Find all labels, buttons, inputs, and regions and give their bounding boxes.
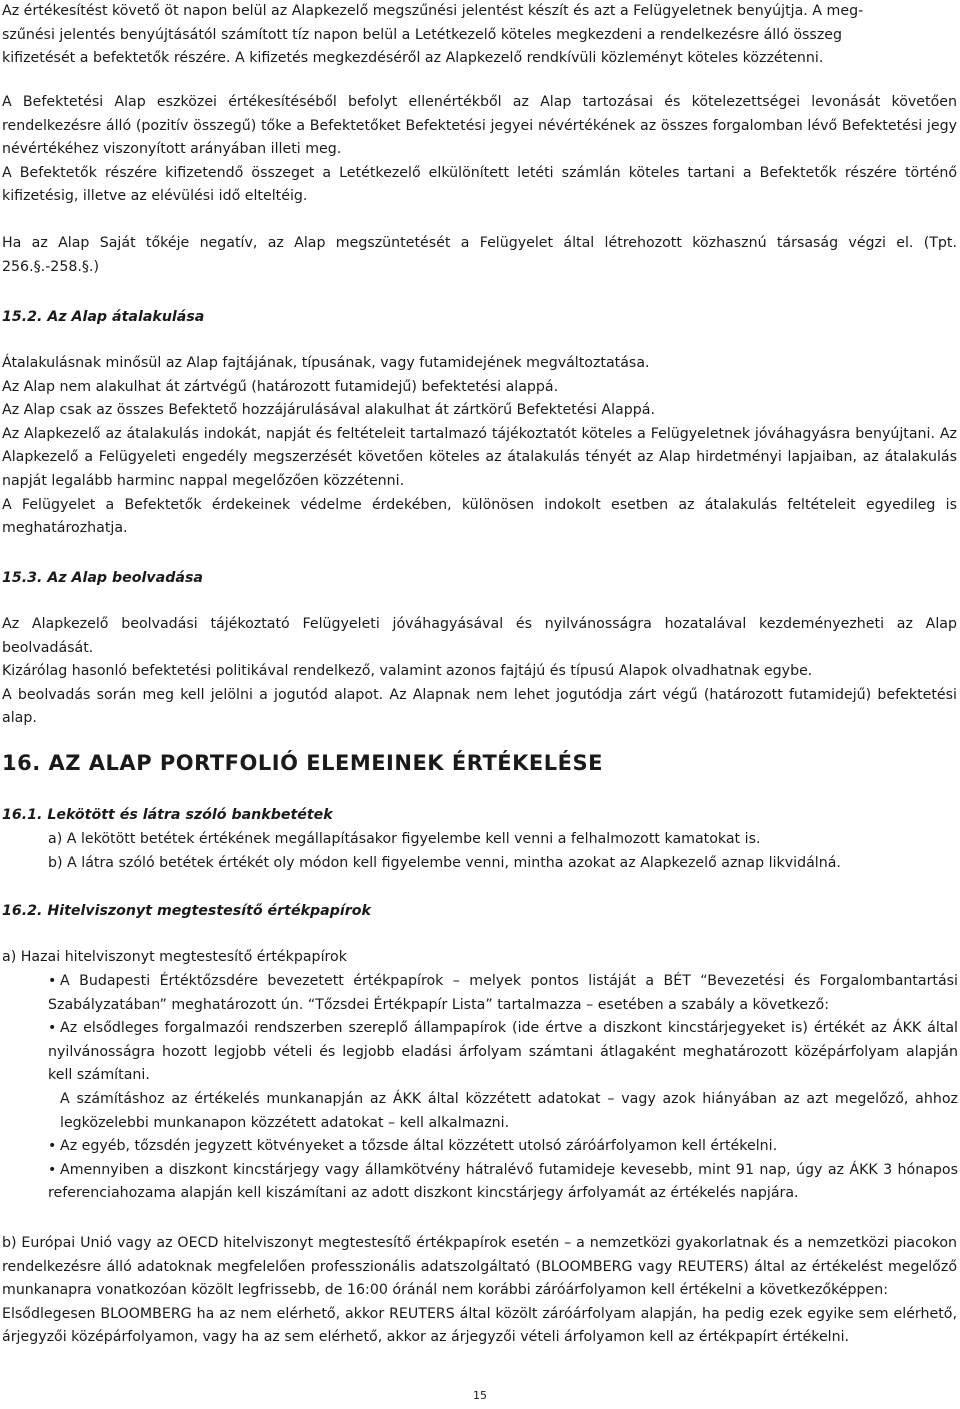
paragraph: Az Alapkezelő az átalakulás indokát, napját és feltételeit tartalmazó tájékoztatót köteles a Felügyeletnek jóváhagyásra benyújtani. Az Alapkezelő a Felügyeleti engedély megszerzését követően köteles az átalakulás tényét az Alap hirdetményi lapjaiban, az átalakulás napját legalább harminc nappal megelőzően közzétenni.: [2, 425, 957, 489]
paragraph: Kizárólag hasonló befektetési politikával rendelkező, valamint azonos fajtájú és típusú Alapok olvadhatnak egybe.: [2, 663, 813, 680]
subsection-title: a) Hazai hitelviszonyt megtestesítő értékpapírok: [2, 949, 347, 965]
section-16-1-items: [48, 828, 841, 875]
section-15-2-body: [2, 352, 957, 541]
list-item: a) A lekötött betétek értékének megállapításakor figyelembe kell venni a felhalmozott kamatokat is.: [48, 831, 761, 847]
intro-line: Az értékesítést követő öt napon belül az Alapkezelő megszűnési jelentést készít és azt a Felügyeletnek benyújtja. A meg-: [2, 3, 864, 19]
intro-line: kifizetését a befektetők részére. A kifizetés megkezdéséről az Alapkezelő rendkívüli közleményt köteles közzétenni.: [2, 50, 824, 67]
bullet-list: [48, 970, 958, 1206]
liquidation-section: [2, 91, 957, 279]
list-item: b) A látra szóló betétek értékét oly módon kell figyelembe venni, mintha azokat az Alapkezelő aznap likvidálná.: [48, 854, 841, 871]
section-heading-16: 16. AZ ALAP PORTFOLIÓ ELEMEINEK ÉRTÉKELÉSE: [2, 751, 603, 775]
section-heading-16-2: 16.2. Hitelviszonyt megtestesítő értékpapírok: [2, 903, 371, 919]
intro-paragraph: [2, 0, 958, 71]
list-item-text: Az egyéb, tőzsdén jegyzett kötvényeket a tőzsde által közzétett utolsó záróárfolyamon kell értékelni.: [60, 1138, 778, 1155]
section-heading-15-3: 15.3. Az Alap beolvadása: [2, 570, 203, 586]
paragraph: A Felügyelet a Befektetők érdekeinek védelme érdekében, különösen indokolt esetben az átalakulás feltételeit egyedileg is meghatározhatja.: [2, 496, 957, 537]
paragraph: Az Alapkezelő beolvadási tájékoztató Felügyeleti jóváhagyásával és nyilvánosságra hozatalával kezdeményezheti az Alap beolvadását.: [2, 616, 957, 656]
subsection-b: [2, 1232, 957, 1350]
paragraph: Átalakulásnak minősül az Alap fajtájának, típusának, vagy futamidejének megváltoztatása.: [2, 355, 650, 371]
section-heading-15-2: 15.2. Az Alap átalakulása: [2, 309, 205, 325]
section-heading-16-1: 16.1. Lekötött és látra szóló bankbetétek: [2, 807, 333, 823]
list-item: [48, 970, 958, 1017]
paragraph: b) Európai Unió vagy az OECD hitelviszonyt megtestesítő értékpapírok esetén – a nemzetközi gyakorlatnak és a nemzetközi piacokon rendelkezésre álló adatoknak megfelelően professzionális adatszolgáltató (BLOOMBERG vagy REUTERS) által az értékelést megelőző munkanapra vonatkozóan közölt legfrissebb, de 16:00 óránál nem korábbi záróárfolyamon kell értékelni a következőképpen:: [2, 1235, 957, 1299]
list-item: [48, 1017, 958, 1088]
bullet-icon: •: [48, 1138, 57, 1155]
list-item: [48, 1159, 958, 1206]
list-item-text: A Budapesti Értéktőzsdére bevezetett értékpapírok – melyek pontos listáját a BÉT “Bevezetési és Forgalombantartási Szabályzatában” meghatározott ún. “Tőzsdei Értékpapír Lista” tartalmazza – esetében a szabály a következő:: [48, 973, 958, 1013]
list-item-text: Az elsődleges forgalmazói rendszerben szereplő állampapírok (ide értve a diszkont kincstárjegyeket is) értékét az ÁKK által nyilvánosságra hozott legjobb vételi és legjobb eladási árfolyam számtani átlagaként meghatározott középárfolyam alapján kell számítani.: [48, 1020, 958, 1084]
bullet-icon: •: [48, 1161, 57, 1178]
bullet-icon: •: [48, 973, 57, 989]
list-item: [48, 1135, 958, 1159]
bullet-icon: •: [48, 1020, 57, 1037]
paragraph: Az Alap csak az összes Befektető hozzájárulásával alakulhat át zártkörű Befektetési Alappá.: [2, 402, 655, 419]
page-number: 15: [473, 1389, 487, 1402]
paragraph: Elsődlegesen BLOOMBERG ha az nem elérhető, akkor REUTERS által közölt záróárfolyam alapján, ha pedig ezek egyike sem elérhető, árjegyzői középárfolyamon, vagy ha az sem elérhető, akkor az árjegyzői vételi árfolyamon kell az értékpapírt értékelni.: [2, 1305, 957, 1346]
paragraph: Az Alap nem alakulhat át zártvégű (határozott futamidejű) befektetési alappá.: [2, 378, 559, 395]
paragraph: A Befektetők részére kifizetendő összeget a Letétkezelő elkülönített letéti számlán köteles tartani a Befektetők részére történő kifizetésig, illetve az elévülési idő elteltéig.: [2, 164, 957, 205]
paragraph: Ha az Alap Saját tőkéje negatív, az Alap megszüntetését a Felügyelet által létrehozott közhasznú társaság végzi el. (Tpt. 256.§.-258.§.): [2, 234, 957, 275]
list-item-text: Amennyiben a diszkont kincstárjegy vagy államkötvény hátralévő futamideje kevesebb, mint 91 nap, úgy az ÁKK 3 hónapos referenciahozama alapján kell kiszámítani az adott diszkont kincstárjegy árfolyamát az értékelés napjára.: [48, 1161, 958, 1202]
subsection-a-title: [2, 946, 957, 970]
list-item-note: A számításhoz az értékelés munkanapján az ÁKK által közzétett adatokat – vagy azok hiányában az azt megelőző, ahhoz legközelebbi munkanapon közzétett adatokat – kell alkalmazni.: [60, 1090, 958, 1131]
paragraph: A Befektetési Alap eszközei értékesítéséből befolyt ellenértékből az Alap tartozásai és kötelezettségei levonását követően rendelkezésre álló (pozitív összegű) tőke a Befektetőket Befektetési jegyei névértékének az összes forgalomban lévő Befektetési jegy névértékéhez viszonyított arányában illeti meg.: [2, 94, 957, 158]
paragraph: A beolvadás során meg kell jelölni a jogutód alapot. Az Alapnak nem lehet jogutódja zárt végű (határozott futamidejű) befektetési alap.: [2, 686, 957, 727]
intro-line: szűnési jelentés benyújtásától számított tíz napon belül a Letétkezelő köteles megkezdeni a rendelkezésre álló összeg: [2, 26, 842, 43]
section-15-3-body: [2, 613, 957, 731]
